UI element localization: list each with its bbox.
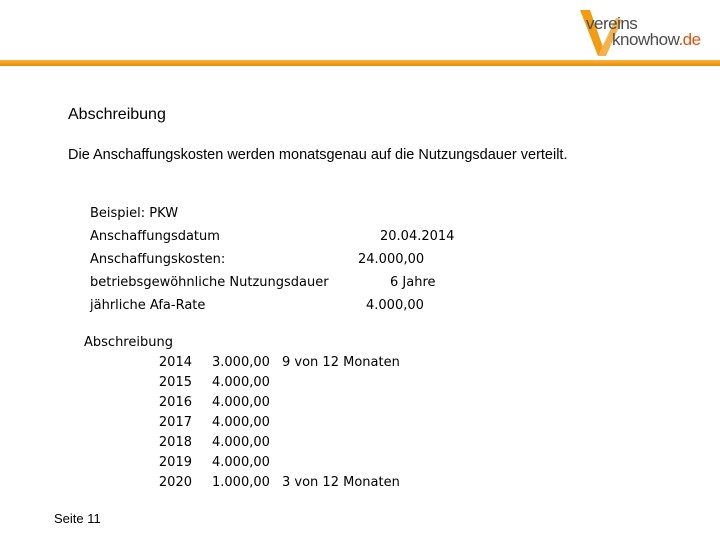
example-block bbox=[90, 206, 470, 321]
schedule-note: 3 von 12 Monaten bbox=[282, 475, 400, 490]
example-title: Beispiel: PKW bbox=[90, 206, 179, 221]
example-row bbox=[90, 298, 470, 321]
schedule-row bbox=[84, 435, 424, 455]
header-accent-bar bbox=[0, 60, 720, 66]
example-row bbox=[90, 229, 470, 252]
example-label: jährliche Afa-Rate bbox=[90, 298, 206, 313]
logo-tld: .de bbox=[678, 30, 701, 49]
schedule-amount: 1.000,00 bbox=[212, 475, 270, 490]
vereinsknowhow-logo bbox=[576, 6, 716, 60]
schedule-year: 2017 bbox=[158, 415, 192, 430]
schedule-year: 2019 bbox=[158, 455, 192, 470]
schedule-row bbox=[84, 455, 424, 475]
example-value: 24.000,00 bbox=[358, 252, 425, 267]
schedule-row bbox=[84, 395, 424, 415]
example-label: Anschaffungsdatum bbox=[90, 229, 220, 244]
schedule-amount: 4.000,00 bbox=[212, 415, 270, 430]
schedule-amount: 4.000,00 bbox=[212, 375, 270, 390]
example-row bbox=[90, 252, 470, 275]
example-value: 4.000,00 bbox=[366, 298, 424, 313]
schedule-amount: 4.000,00 bbox=[212, 395, 270, 410]
schedule-row bbox=[84, 375, 424, 395]
page-number: Seite 11 bbox=[54, 511, 101, 526]
example-label: betriebsgewöhnliche Nutzungsdauer bbox=[90, 275, 329, 290]
slide-title: Abschreibung bbox=[68, 106, 166, 123]
schedule-year: 2020 bbox=[158, 475, 192, 490]
schedule-year: 2016 bbox=[158, 395, 192, 410]
schedule-year: 2015 bbox=[158, 375, 192, 390]
schedule-note: 9 von 12 Monaten bbox=[282, 355, 400, 370]
schedule-amount: 4.000,00 bbox=[212, 435, 270, 450]
schedule-title: Abschreibung bbox=[84, 335, 173, 350]
logo-word-knowhow bbox=[612, 30, 701, 50]
intro-paragraph: Die Anschaffungskosten werden monatsgenau auf die Nutzungsdauer verteilt. bbox=[68, 147, 568, 163]
schedule-row bbox=[84, 475, 424, 495]
schedule-row bbox=[84, 415, 424, 435]
schedule-amount: 4.000,00 bbox=[212, 455, 270, 470]
schedule-row bbox=[84, 355, 424, 375]
logo-word-knowhow-text: knowhow bbox=[612, 30, 679, 49]
example-title-row bbox=[90, 206, 470, 229]
example-label: Anschaffungskosten: bbox=[90, 252, 226, 267]
example-value: 20.04.2014 bbox=[380, 229, 455, 244]
schedule-year: 2014 bbox=[158, 355, 192, 370]
example-value: 6 Jahre bbox=[390, 275, 436, 290]
logo-word-vereins: vereins bbox=[586, 14, 638, 33]
schedule-year: 2018 bbox=[158, 435, 192, 450]
depreciation-schedule bbox=[84, 335, 424, 495]
example-row bbox=[90, 275, 470, 298]
schedule-amount: 3.000,00 bbox=[212, 355, 270, 370]
